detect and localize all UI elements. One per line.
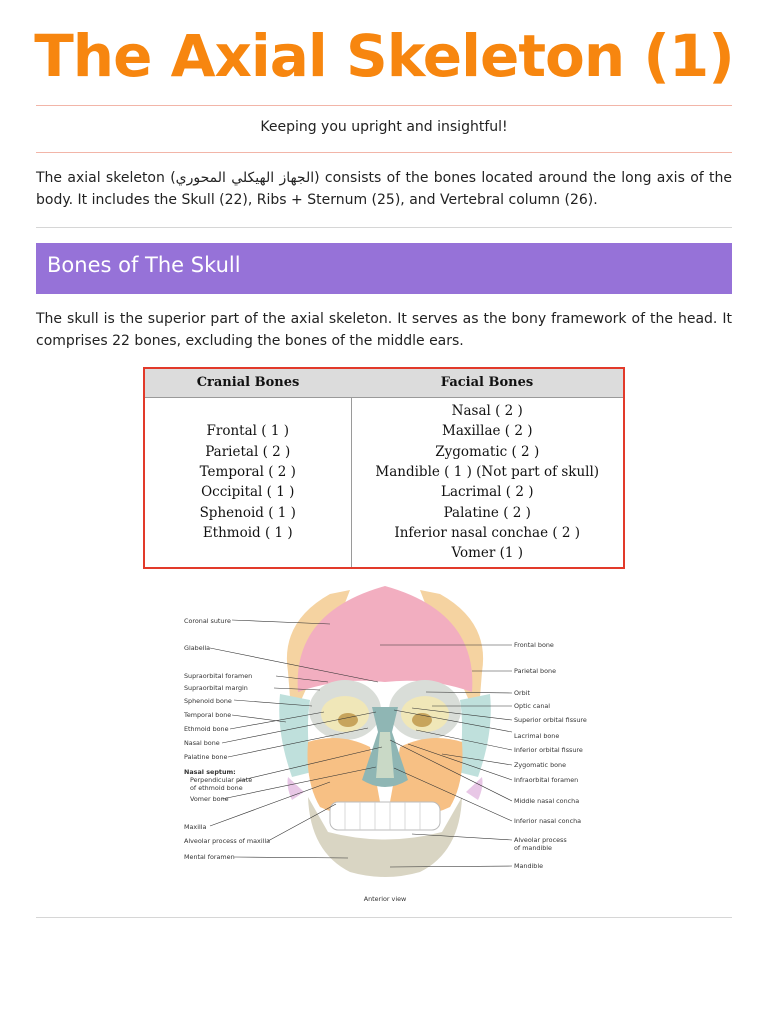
label-palatine-bone: Palatine bone bbox=[184, 753, 228, 761]
label-sphenoid-bone: Sphenoid bone bbox=[184, 697, 232, 705]
facial-bone-item: Inferior nasal conchae ( 2 ) bbox=[394, 524, 581, 541]
cranial-bone-item: Ethmoid ( 1 ) bbox=[202, 524, 293, 541]
label-supraorbital-margin: Supraorbital margin bbox=[184, 684, 248, 692]
label-mandible: Mandible bbox=[514, 862, 544, 870]
facial-bone-item: Zygomatic ( 2 ) bbox=[435, 443, 540, 460]
facial-bone-item: Nasal ( 2 ) bbox=[451, 403, 523, 420]
divider-bottom bbox=[36, 917, 732, 918]
label-alveolar-process-mandible: Alveolar process bbox=[514, 836, 567, 844]
facial-bone-item: Lacrimal ( 2 ) bbox=[440, 484, 534, 501]
label-alveolar-process-maxilla: Alveolar process of maxilla bbox=[184, 837, 271, 845]
cranial-bone-item: Occipital ( 1 ) bbox=[201, 484, 295, 501]
facial-bone-item: Maxillae ( 2 ) bbox=[442, 423, 533, 440]
label-mental-foramen: Mental foramen bbox=[184, 853, 235, 861]
label-vomer-bone: Vomer bone bbox=[190, 795, 229, 803]
skull-bones-table bbox=[143, 367, 625, 569]
cranial-bones-cell bbox=[144, 397, 351, 568]
label-ethmoid-bone: Ethmoid bone bbox=[184, 725, 229, 733]
facial-bone-item: Vomer (1 ) bbox=[451, 545, 524, 562]
divider-top bbox=[36, 105, 732, 106]
label-perpendicular-plate: Perpendicular plate bbox=[190, 776, 253, 784]
label-infraorbital-foramen: Infraorbital foramen bbox=[514, 776, 579, 784]
facial-bone-item: Palatine ( 2 ) bbox=[443, 504, 531, 521]
label-superior-orbital-fissure: Superior orbital fissure bbox=[514, 716, 587, 724]
label-lacrimal-bone: Lacrimal bone bbox=[514, 732, 560, 740]
label-inferior-orbital-fissure: Inferior orbital fissure bbox=[514, 746, 583, 754]
cranial-bone-item: Temporal ( 2 ) bbox=[199, 463, 296, 480]
divider-intro bbox=[36, 227, 732, 228]
skull-paragraph: The skull is the superior part of the axial skeleton. It serves as the bony framework of the head. It comprises 22 bones, excluding the bones of the middle ears. bbox=[36, 311, 732, 349]
intro-paragraph: The axial skeleton (الجهاز الهيكلي المحوري) consists of the bones located around the long axis of the body. It includes the Skull (22), Ribs + Sternum (25), and Vertebral column (26). bbox=[36, 170, 732, 208]
label-perpendicular-plate-2: of ethmoid bone bbox=[190, 784, 243, 792]
label-optic-canal: Optic canal bbox=[514, 702, 551, 710]
label-maxilla: Maxilla bbox=[184, 823, 207, 831]
figure-caption: Anterior view bbox=[363, 895, 407, 903]
label-glabella: Glabella bbox=[184, 644, 211, 652]
cranial-bone-item: Parietal ( 2 ) bbox=[205, 443, 291, 460]
page-title: The Axial Skeleton (1) bbox=[34, 22, 734, 90]
page-subtitle: Keeping you upright and insightful! bbox=[260, 119, 508, 135]
cranial-bone-item: Sphenoid ( 1 ) bbox=[199, 504, 296, 521]
label-inferior-nasal-concha: Inferior nasal concha bbox=[514, 817, 582, 825]
header-facial-bones: Facial Bones bbox=[351, 368, 624, 397]
label-supraorbital-foramen: Supraorbital foramen bbox=[184, 672, 253, 680]
label-temporal-bone: Temporal bone bbox=[184, 711, 232, 719]
label-middle-nasal-concha: Middle nasal concha bbox=[514, 797, 580, 805]
label-nasal-bone: Nasal bone bbox=[184, 739, 220, 747]
skull-anterior-figure bbox=[180, 582, 590, 907]
label-nasal-septum: Nasal septum: bbox=[184, 768, 236, 776]
facial-bone-item: Mandible ( 1 ) (Not part of skull) bbox=[375, 463, 600, 480]
label-coronal-suture: Coronal suture bbox=[184, 617, 231, 625]
label-parietal-bone: Parietal bone bbox=[514, 667, 556, 675]
cranial-bone-item: Frontal ( 1 ) bbox=[206, 423, 289, 440]
label-alveolar-process-mandible-2: of mandible bbox=[514, 844, 552, 852]
header-cranial-bones: Cranial Bones bbox=[144, 368, 351, 397]
divider-subtitle bbox=[36, 152, 732, 153]
label-zygomatic-bone: Zygomatic bone bbox=[514, 761, 567, 769]
label-frontal-bone: Frontal bone bbox=[514, 641, 554, 649]
label-orbit: Orbit bbox=[514, 689, 530, 697]
facial-bones-cell bbox=[351, 397, 624, 568]
section-heading: Bones of The Skull bbox=[36, 243, 732, 294]
